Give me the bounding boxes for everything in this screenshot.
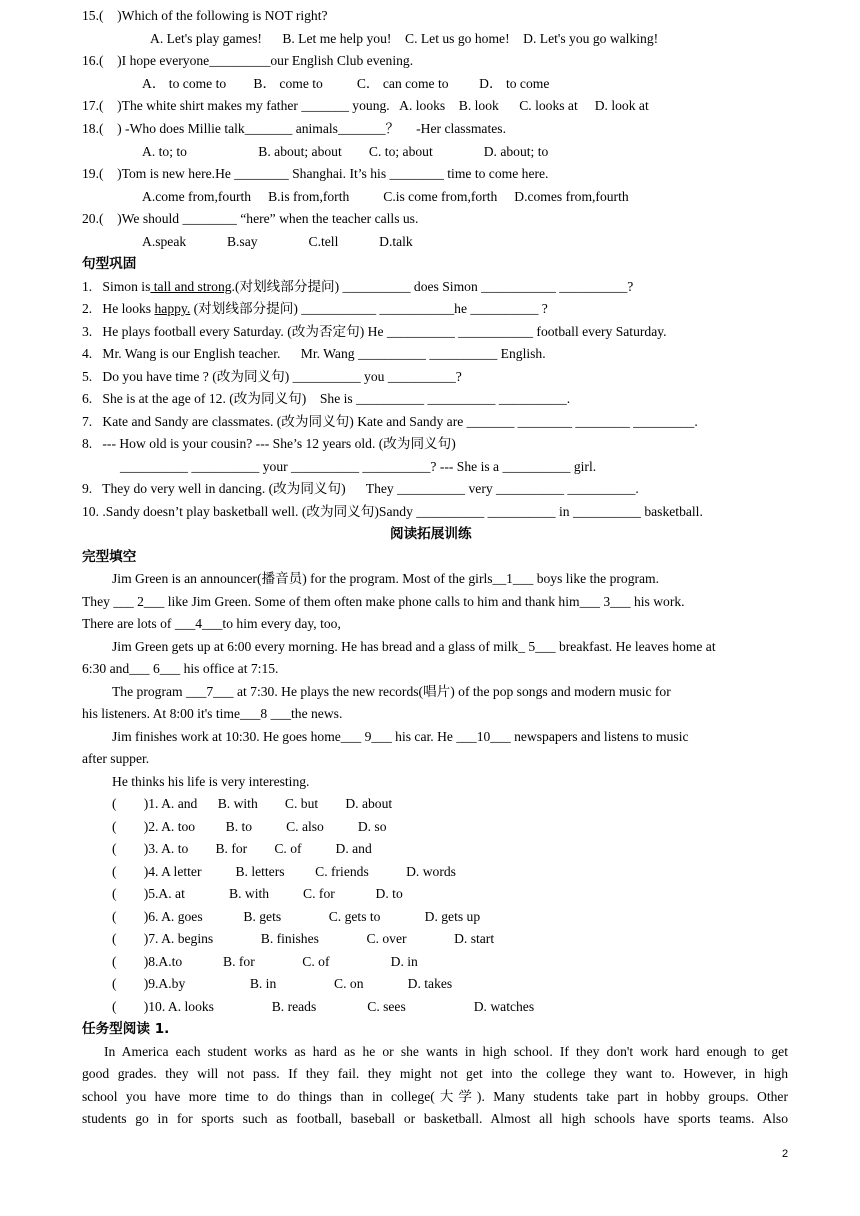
- sentence-1-underlined: tall and strong: [150, 279, 232, 294]
- passage-line: his listeners. At 8:00 it's time___8 ___the news.: [82, 706, 343, 721]
- question-20: 20.( )We should ________ “here” when the teacher calls us.: [82, 211, 419, 226]
- question-16-options: A． to come to B． come to C． can come to D． to come: [142, 76, 550, 91]
- page-number: 2: [782, 1148, 789, 1160]
- sentence-8: 8. --- How old is your cousin? --- She’s 12 years old. (改为同义句): [82, 436, 456, 451]
- passage-line: The program ___7___ at 7:30. He plays the new records(唱片) of the pop songs and modern music for: [112, 684, 671, 699]
- cloze-option-row: ( )5.A. at B. with C. for D. to: [112, 886, 403, 901]
- task-paragraph-line: students go in for sports such as football, baseball or basketball. Almost all high schools have sports teams. Also: [82, 1111, 788, 1126]
- cloze-option-row: ( )10. A. looks B. reads C. sees D. watches: [112, 999, 535, 1014]
- sentence-1-pre: 1. Simon is: [82, 279, 151, 294]
- sentence-1-post: .(对划线部分提问) __________ does Simon ___________ __________?: [231, 279, 634, 294]
- sentence-2: [82, 301, 548, 317]
- section-heading-sentence: 句型巩固: [82, 256, 137, 272]
- passage-line: 6:30 and___ 6___ his office at 7:15.: [82, 661, 279, 676]
- cloze-option-row: ( )8.A.to B. for C. of D. in: [112, 954, 418, 969]
- task-paragraph-line: In America each student works as hard as he or she wants in high school. If they don't work hard enough to get: [104, 1044, 788, 1059]
- passage-line: Jim Green gets up at 6:00 every morning. He has bread and a glass of milk_ 5___ breakfast. He leaves home at: [112, 639, 716, 654]
- cloze-option-row: ( )7. A. begins B. finishes C. over D. start: [112, 931, 495, 946]
- section-heading-task: 任务型阅读 1.: [82, 1021, 170, 1037]
- passage-line: Jim finishes work at 10:30. He goes home___ 9___ his car. He ___10___ newspapers and listens to music: [112, 729, 689, 744]
- sentence-2-underlined: happy.: [154, 301, 191, 316]
- question-18-options: A. to; to B. about; about C. to; about D. about; to: [142, 144, 549, 159]
- cloze-option-row: ( )3. A. to B. for C. of D. and: [112, 841, 372, 856]
- sentence-8-answer: __________ __________ your __________ __________? --- She is a __________ girl.: [120, 459, 597, 474]
- task-paragraph-line: school you have more time to do things than in college(大学). Many students take part in hobby groups. Other: [82, 1089, 788, 1104]
- cloze-option-row: ( )6. A. goes B. gets C. gets to D. gets up: [112, 909, 481, 924]
- question-19-options: A.come from,fourth B.is from,forth C.is come from,forth D.comes from,fourth: [142, 189, 629, 204]
- question-17: 17.( )The white shirt makes my father _______ young. A. looks B. look C. looks at D. look at: [82, 98, 649, 113]
- sentence-10: 10. .Sandy doesn’t play basketball well. (改为同义句)Sandy __________ __________ in __________ basketball.: [82, 504, 703, 519]
- section-heading-cloze: 完型填空: [82, 549, 137, 565]
- sentence-1: [82, 279, 633, 295]
- passage-line: There are lots of ___4___to him every day, too,: [82, 616, 341, 631]
- sentence-2-post: (对划线部分提问) ___________ ___________he __________ ?: [190, 301, 548, 316]
- sentence-9: 9. They do very well in dancing. (改为同义句) They __________ very __________ __________.: [82, 481, 639, 496]
- passage-line: after supper.: [82, 751, 150, 766]
- sentence-4: 4. Mr. Wang is our English teacher. Mr. Wang __________ __________ English.: [82, 346, 546, 361]
- question-15: 15.( )Which of the following is NOT right?: [82, 8, 328, 23]
- question-18: 18.( ) -Who does Millie talk_______ animals_______？ -Her classmates.: [82, 121, 506, 136]
- task-paragraph-line: good grades. they will not pass. If they fail. they might not get into the college they want to. However, in high: [82, 1066, 788, 1081]
- sentence-6: 6. She is at the age of 12. (改为同义句) She is __________ __________ __________.: [82, 391, 571, 406]
- question-16: 16.( )I hope everyone_________our English Club evening.: [82, 53, 414, 68]
- question-20-options: A.speak B.say C.tell D.talk: [142, 234, 413, 249]
- passage-line: Jim Green is an announcer(播音员) for the program. Most of the girls__1___ boys like the program.: [112, 571, 660, 586]
- section-heading-reading: 阅读拓展训练: [390, 526, 472, 542]
- sentence-2-pre: 2. He looks: [82, 301, 155, 316]
- passage-line: He thinks his life is very interesting.: [112, 774, 310, 789]
- passage-line: They ___ 2___ like Jim Green. Some of them often make phone calls to him and thank him___ 3___ his work.: [82, 594, 685, 609]
- sentence-5: 5. Do you have time ? (改为同义句) __________ you __________?: [82, 369, 462, 384]
- sentence-7: 7. Kate and Sandy are classmates. (改为同义句) Kate and Sandy are _______ ________ ________ _________.: [82, 414, 698, 429]
- cloze-option-row: ( )4. A letter B. letters C. friends D. words: [112, 864, 456, 879]
- cloze-option-row: ( )1. A. and B. with C. but D. about: [112, 796, 393, 811]
- question-19: 19.( )Tom is new here.He ________ Shanghai. It’s his ________ time to come here.: [82, 166, 549, 181]
- sentence-3: 3. He plays football every Saturday. (改为否定句) He __________ ___________ football every Saturday.: [82, 324, 667, 339]
- cloze-option-row: ( )2. A. too B. to C. also D. so: [112, 819, 387, 834]
- cloze-option-row: ( )9.A.by B. in C. on D. takes: [112, 976, 453, 991]
- question-15-options: A. Let's play games! B. Let me help you! C. Let us go home! D. Let's you go walking!: [150, 31, 659, 46]
